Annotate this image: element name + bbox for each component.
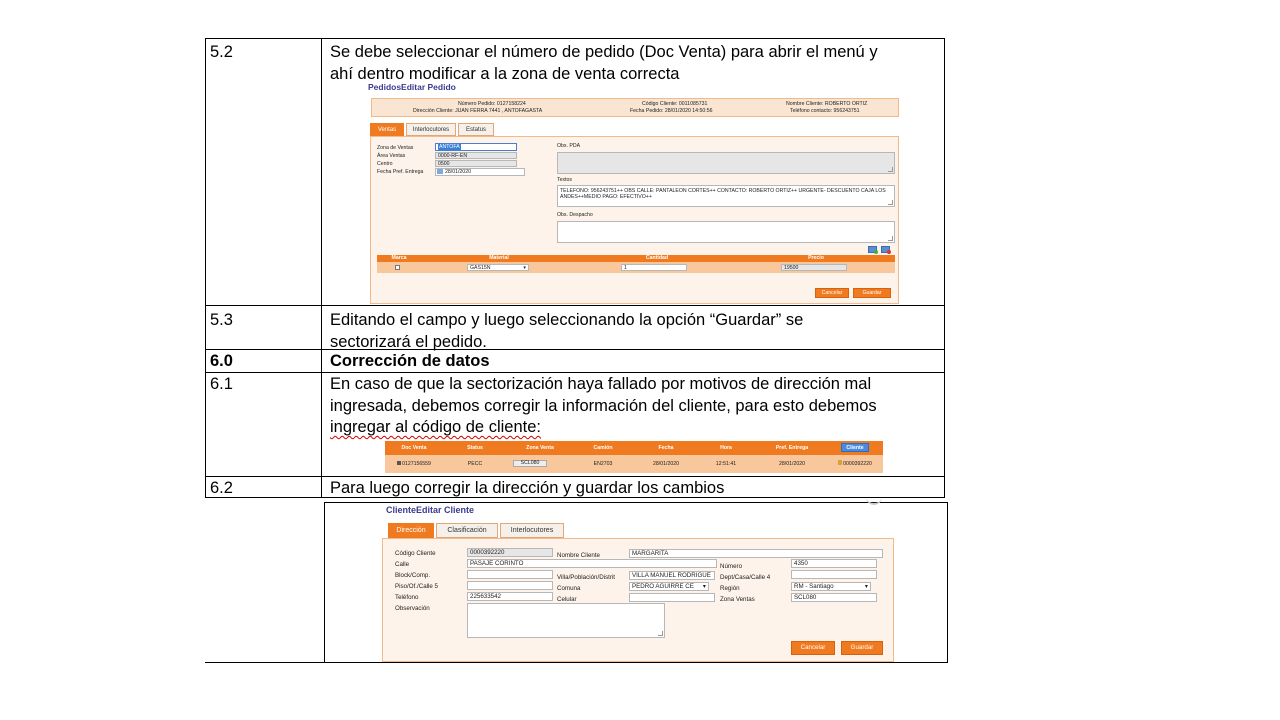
step-line: ingregar al código de cliente:	[330, 418, 541, 436]
column-header[interactable]: Doc Venta	[401, 445, 427, 451]
materials-row	[377, 262, 895, 273]
column-header: Material	[489, 255, 509, 261]
telefono-label: Teléfono	[395, 594, 419, 601]
fecha-entrega-value: 28/01/2020	[445, 169, 471, 175]
step-line	[330, 42, 878, 64]
step-description	[330, 42, 878, 85]
textos-textarea[interactable]	[557, 185, 895, 207]
calle-label: Calle	[395, 561, 410, 568]
step-description	[330, 310, 803, 353]
step-line: ingresada, debemos corregir la información del cliente, para esto debemos	[330, 396, 877, 415]
comuna-value: PEDRO AGUIRRE CE	[632, 583, 694, 590]
block-input[interactable]	[467, 570, 553, 579]
row-divider	[205, 476, 945, 477]
tab-interlocutores[interactable]: Interlocutores	[500, 523, 564, 538]
calendar-icon[interactable]	[437, 169, 443, 174]
doc-icon	[397, 461, 401, 465]
calle-input[interactable]: PASAJE CORINTO	[467, 559, 717, 568]
delete-row-icon[interactable]	[881, 246, 890, 253]
precio-value: 19500	[781, 264, 847, 271]
villa-label: Villa/Población/Distrit	[557, 574, 616, 581]
centro-label: Centro	[377, 161, 393, 167]
comuna-select[interactable]	[629, 582, 709, 591]
column-header[interactable]: Zona Venta	[526, 445, 554, 451]
step-number: 5.3	[210, 311, 233, 329]
guardar-button[interactable]: Guardar	[853, 288, 891, 298]
textos-line: TELEFONO: 956243751++ OBS CALLE: PANTALEON CORTES++ CONTACTO: ROBERTO ORTIZ++ URGENTE- DESCUENTO CAJA LOS	[560, 188, 886, 194]
column-header[interactable]: Pref. Entrega	[775, 445, 809, 451]
direccion-cliente: Dirección Cliente: JUAN FERRA 7441 , ANTOFAGASTA	[413, 108, 543, 114]
obs-pda-textarea[interactable]	[557, 152, 895, 174]
material-value: GAS15N	[470, 265, 491, 271]
step-number: 6.1	[210, 375, 233, 393]
resize-grip-icon	[888, 167, 893, 172]
piso-input[interactable]	[467, 581, 553, 590]
step-description: Para luego corregir la dirección y guardar los cambios	[330, 479, 725, 497]
pedido-header	[371, 98, 899, 117]
textos-line: ANDES++MEDIO PAGO: EFECTIVO++	[560, 194, 652, 200]
zona-venta-cell[interactable]: SCL080	[513, 460, 547, 467]
step-line: En caso de que la sectorización haya fallado por motivos de dirección mal	[330, 375, 872, 393]
cliente-header-active[interactable]	[841, 443, 869, 452]
dept-label: Dept/Casa/Calle 4	[720, 574, 771, 581]
dept-input[interactable]	[791, 570, 877, 579]
cliente-title: ClienteEditar Cliente	[386, 505, 475, 515]
piso-label: Piso/Of./Calle 5	[395, 583, 438, 590]
row-divider	[205, 305, 945, 306]
obs-despacho-textarea[interactable]	[557, 221, 895, 243]
zona-ventas-label: Zona de Ventas	[377, 145, 414, 151]
materials-table-header	[377, 255, 895, 262]
marca-checkbox[interactable]	[395, 265, 400, 270]
codigo-cliente-label: Código Cliente	[395, 550, 436, 557]
numero-label: Número	[720, 563, 743, 570]
step-line: ahí dentro modificar a la zona de venta correcta	[330, 64, 680, 83]
column-header[interactable]: Hora	[720, 445, 732, 451]
pedido-body	[370, 136, 899, 304]
fecha-entrega-input[interactable]	[435, 168, 525, 176]
area-ventas-value: 0000-RF-EN	[435, 152, 517, 159]
doc-venta-link[interactable]	[385, 461, 443, 467]
section-title: Corrección de datos	[330, 352, 490, 370]
step-line-text: Se debe seleccionar el número de pedido (Doc Venta) para abrir el menú y	[330, 43, 878, 61]
region-value: RM - Santiago	[794, 583, 834, 590]
hora-cell: 12:51:41	[715, 461, 737, 467]
zona-ventas-input[interactable]	[435, 143, 517, 151]
column-header[interactable]: Camión	[593, 445, 613, 451]
codigo-cliente-value: 0000392220	[467, 548, 553, 557]
region-select[interactable]	[791, 582, 871, 591]
codigo-cliente: Código Cliente: 0011085731	[642, 101, 708, 107]
list-header	[385, 441, 883, 455]
status-cell: PECC	[467, 461, 483, 467]
cliente-screenshot	[380, 503, 894, 662]
cancelar-button[interactable]: Cancelar	[791, 641, 835, 655]
column-divider	[321, 38, 322, 497]
close-icon[interactable]	[866, 497, 882, 505]
tab-ventas[interactable]: Ventas	[370, 123, 404, 136]
row-divider	[205, 372, 945, 373]
cliente-value: 0000392220	[843, 461, 872, 467]
user-icon	[838, 460, 842, 465]
column-divider	[324, 502, 325, 663]
tab-estatus[interactable]: Estatus	[458, 123, 494, 136]
celular-label: Celular	[557, 596, 577, 603]
cliente-body	[382, 538, 894, 662]
table-border-right	[944, 38, 945, 497]
celular-input[interactable]	[629, 593, 715, 602]
tab-interlocutores[interactable]: Interlocutores	[406, 123, 456, 136]
camion-cell: EN2703	[593, 461, 613, 467]
add-row-icon[interactable]	[868, 246, 877, 253]
step-line: sectorizará el pedido.	[330, 332, 487, 351]
zona-ventas-label: Zona Ventas	[720, 596, 755, 603]
nombre-cliente-input[interactable]: MARGARITA	[629, 549, 883, 558]
step-number: 5.2	[210, 43, 233, 61]
dropdown-arrow-icon: ▾	[523, 265, 526, 271]
guardar-button[interactable]: Guardar	[841, 641, 883, 655]
table-border-bottom	[205, 662, 948, 663]
cancelar-button[interactable]: Cancelar	[815, 288, 849, 298]
column-header: Cantidad	[645, 255, 669, 261]
villa-input[interactable]: VILLA MANUEL RODRIGUE	[629, 571, 715, 580]
observacion-textarea[interactable]	[467, 603, 665, 638]
resize-grip-icon	[888, 236, 893, 241]
pedido-title: PedidosEditar Pedido	[368, 82, 456, 92]
table-border-top	[205, 38, 945, 39]
material-select[interactable]	[467, 264, 529, 271]
block-label: Block/Comp.	[395, 572, 431, 579]
pedido-screenshot	[368, 80, 902, 304]
dropdown-arrow-icon: ▾	[864, 583, 868, 590]
observacion-label: Observación	[395, 605, 430, 612]
obs-pda-label: Obs. PDA	[557, 143, 581, 149]
resize-grip-icon	[658, 631, 663, 636]
pedidos-list-screenshot	[385, 441, 883, 473]
nombre-cliente: Nombre Cliente: ROBERTO ORTIZ	[786, 101, 868, 107]
table-border-right	[947, 502, 948, 663]
tab-direccion[interactable]: Dirección	[388, 523, 434, 538]
zona-ventas-input[interactable]: SCL080	[791, 593, 877, 602]
doc-venta-value: 0127156559	[402, 461, 431, 467]
step-line: Editando el campo y luego seleccionando la opción “Guardar” se	[330, 311, 804, 329]
textos-label: Textos	[557, 177, 572, 183]
comuna-label: Comuna	[557, 585, 581, 592]
cantidad-input[interactable]: 1	[621, 264, 687, 271]
centro-value: 0500	[435, 160, 517, 167]
numero-pedido: Número Pedido: 0127158224	[458, 101, 526, 107]
telefono-contacto: Teléfono contacto: 956243751	[790, 108, 860, 114]
dropdown-arrow-icon: ▾	[702, 583, 706, 590]
fecha-cell: 28/01/2020	[653, 461, 679, 467]
column-header[interactable]: Fecha	[658, 445, 674, 451]
fecha-entrega-label: Fecha Pref. Entrega	[377, 169, 424, 175]
column-header: Cliente	[846, 445, 864, 451]
section-number: 6.0	[210, 352, 233, 370]
table-border-left	[205, 38, 206, 497]
obs-despacho-label: Obs. Despacho	[557, 212, 593, 218]
zona-ventas-value: ANTOFA	[439, 144, 460, 150]
numero-input[interactable]: 4350	[791, 559, 877, 568]
step-number: 6.2	[210, 479, 233, 497]
telefono-input[interactable]: 225633542	[467, 592, 553, 601]
resize-grip-icon	[888, 200, 893, 205]
area-ventas-label: Área Ventas	[377, 153, 406, 159]
list-row[interactable]	[385, 455, 883, 473]
region-label: Región	[720, 585, 740, 592]
pref-entrega-cell: 28/01/2020	[779, 461, 805, 467]
column-header: Precio	[808, 255, 824, 261]
fecha-pedido: Fecha Pedido: 28/01/2020 14:50:56	[630, 108, 713, 114]
tab-clasificacion[interactable]: Clasificación	[436, 523, 498, 538]
column-header: Marca	[391, 255, 407, 261]
step-description	[330, 374, 877, 439]
nombre-cliente-label: Nombre Cliente	[557, 552, 600, 559]
column-header[interactable]: Status	[467, 445, 483, 451]
cliente-link[interactable]	[829, 460, 881, 467]
